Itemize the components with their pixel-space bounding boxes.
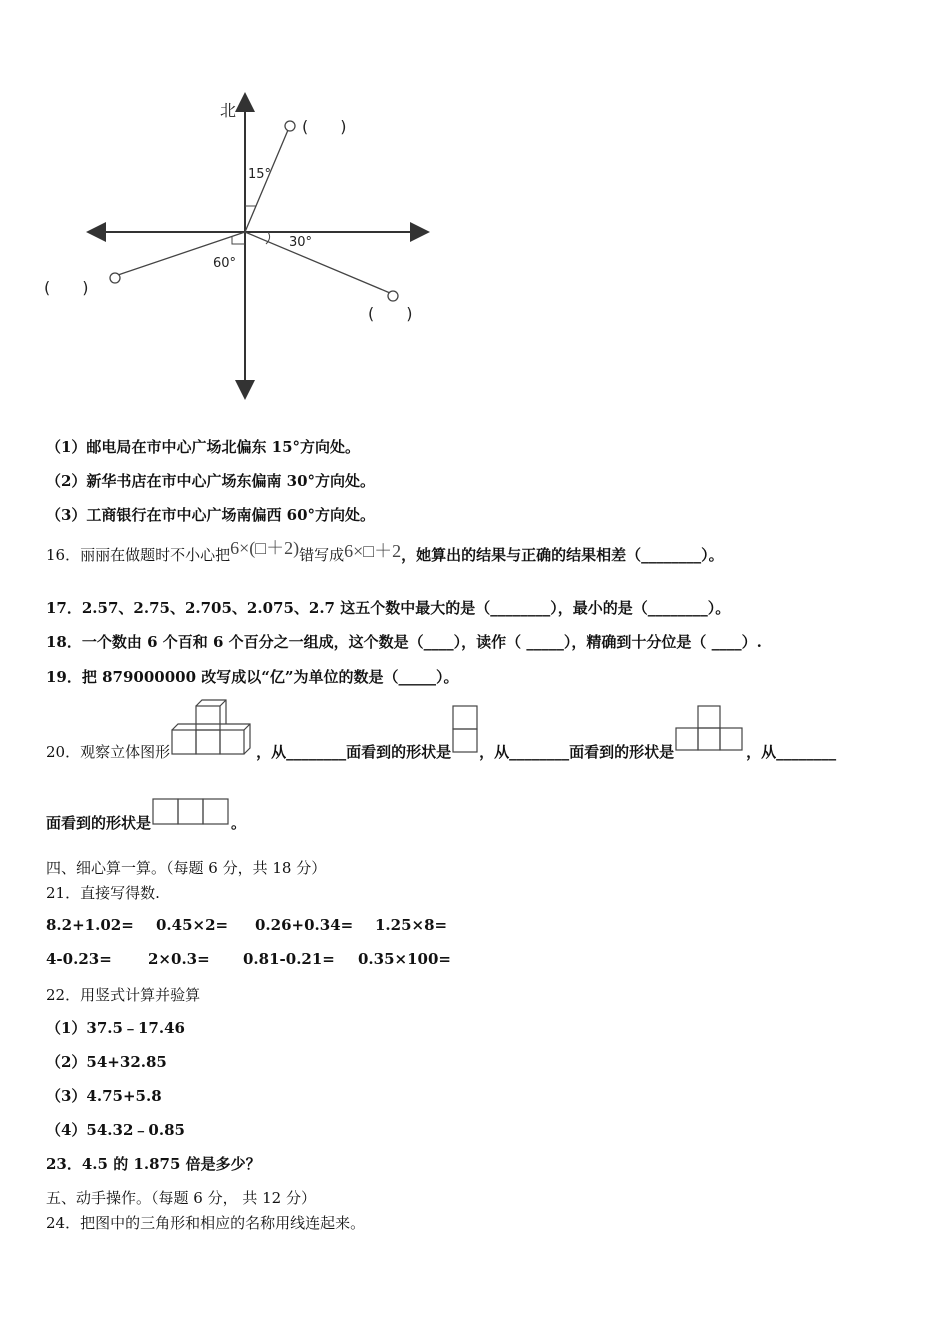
question-21-title: 21．直接写得数. <box>46 884 160 902</box>
question-22-title: 22．用竖式计算并验算 <box>46 986 201 1004</box>
q16-expr-correct: 6×(□＋2) <box>230 538 300 558</box>
solid-figure-icon <box>170 698 256 756</box>
q16-expr-wrong: 6×□＋2 <box>344 541 402 561</box>
q21-expr: 0.45×2= <box>156 916 229 934</box>
q16-text-post: ，她算出的结果与正确的结果相差（________）。 <box>401 546 724 564</box>
question-17: 17．2.57、2.75、2.705、2.075、2.7 这五个数中最大的是（________），最小的是（________）。 <box>46 599 731 617</box>
q16-text-mid: 错写成 <box>299 546 345 564</box>
question-20-line2 <box>46 796 247 832</box>
view-shape-1-icon <box>451 704 479 754</box>
ray-se <box>245 232 390 293</box>
section-4-heading: 四、细心算一算。（每题 6 分，共 18 分） <box>46 859 327 877</box>
view-shape-3-icon <box>151 796 231 828</box>
q20-text-pre: 20．观察立体图形 <box>46 743 171 761</box>
q20-text-p3: ，从________ <box>746 743 837 761</box>
item-3: （3）工商银行在市中心广场南偏西 60°方向处。 <box>46 506 376 524</box>
q20-line2-pre: 面看到的形状是 <box>46 814 152 832</box>
q21-expr: 0.26+0.34= <box>255 916 354 934</box>
q21-row-1 <box>46 916 447 934</box>
direction-diagram <box>40 90 440 400</box>
q22-item: （1）37.5﹣17.46 <box>46 1019 185 1037</box>
q21-expr: 0.81-0.21= <box>243 950 335 968</box>
point-se <box>388 291 398 301</box>
question-19: 19．把 879000000 改写成以“亿”为单位的数是（_____）。 <box>46 668 459 686</box>
item-1: （1）邮电局在市中心广场北偏东 15°方向处。 <box>46 438 361 456</box>
q21-expr: 2×0.3= <box>148 950 210 968</box>
angle-label-se: 30° <box>289 235 313 250</box>
angle-label-ne: 15° <box>248 167 272 182</box>
q21-expr: 0.35×100= <box>358 950 451 968</box>
angle-label-sw: 60° <box>213 256 237 271</box>
q21-expr: 8.2+1.02= <box>46 916 134 934</box>
point-ne <box>285 121 295 131</box>
q21-expr: 1.25×8= <box>375 916 448 934</box>
q20-text-p1: ，从________面看到的形状是 <box>256 743 452 761</box>
q22-item: （3）4.75+5.8 <box>46 1087 162 1105</box>
q20-text-p2: ，从________面看到的形状是 <box>479 743 675 761</box>
q21-row-2 <box>46 950 451 968</box>
q20-line2-post: 。 <box>231 814 247 832</box>
q21-expr: 4-0.23= <box>46 950 112 968</box>
blank-sw: ( ) <box>44 278 89 297</box>
angle-mark-sw <box>232 236 245 244</box>
blank-se: ( ) <box>368 304 413 323</box>
question-24: 24．把图中的三角形和相应的名称用线连起来。 <box>46 1214 366 1232</box>
question-20 <box>46 700 837 761</box>
q22-item: （4）54.32﹣0.85 <box>46 1121 185 1139</box>
question-23: 23．4.5 的 1.875 倍是多少？ <box>46 1155 261 1173</box>
q16-text-pre: 16．丽丽在做题时不小心把 <box>46 546 231 564</box>
q22-item: （2）54+32.85 <box>46 1053 167 1071</box>
point-sw <box>110 273 120 283</box>
question-16 <box>46 540 724 566</box>
question-18: 18．一个数由 6 个百和 6 个百分之一组成，这个数是（____），读作（ _____），精确到十分位是（ ____）. <box>46 633 762 651</box>
north-label: 北 <box>220 101 237 120</box>
blank-ne: ( ) <box>302 117 347 136</box>
view-shape-2-icon <box>674 704 746 754</box>
section-5-heading: 五、动手操作。（每题 6 分， 共 12 分） <box>46 1189 316 1207</box>
item-2: （2）新华书店在市中心广场东偏南 30°方向处。 <box>46 472 376 490</box>
